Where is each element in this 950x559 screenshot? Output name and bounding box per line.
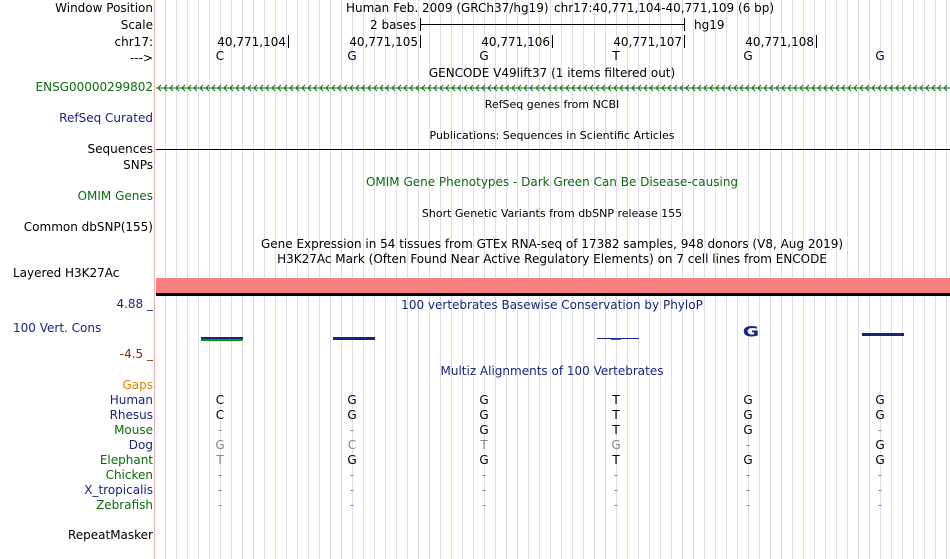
omim-track-title[interactable]: OMIM Gene Phenotypes - Dark Green Can Be Disease-causing [365, 175, 739, 189]
conservation-logo[interactable] [156, 322, 950, 346]
refseq-track-title[interactable]: RefSeq genes from NCBI [484, 98, 620, 111]
alignment-base: - [745, 468, 751, 482]
alignment-base: G [479, 393, 489, 407]
alignment-base: T [480, 438, 488, 452]
label-snps[interactable]: SNPs [123, 158, 153, 172]
ruler-tick [420, 35, 421, 48]
gtex-track-title[interactable]: Gene Expression in 54 tissues from GTEx RNA-seq of 17382 samples, 948 donors (V8, Aug 2019) [260, 237, 844, 251]
alignment-base: - [349, 498, 355, 512]
ruler-tick [816, 35, 817, 48]
alignment-base: - [745, 498, 751, 512]
alignment-base: - [217, 423, 223, 437]
label-cons[interactable]: 100 Vert. Cons [13, 321, 102, 335]
gencode-track-title[interactable]: GENCODE V49lift37 (1 items filtered out) [428, 66, 676, 80]
cons-mark-1 [201, 337, 243, 341]
label-scale[interactable]: Scale [120, 18, 153, 32]
cons-mark-4 [597, 338, 639, 340]
assembly-title: Human Feb. 2009 (GRCh37/hg19) [346, 1, 549, 15]
alignment-base: - [877, 483, 883, 497]
species-label[interactable]: Human [109, 393, 153, 407]
alignment-base: G [479, 408, 489, 422]
alignment-base: G [347, 453, 357, 467]
alignment-base: - [349, 468, 355, 482]
alignment-base: G [347, 408, 357, 422]
alignment-base: - [613, 483, 619, 497]
dbsnp-track-title[interactable]: Short Genetic Variants from dbSNP release 155 [421, 207, 683, 220]
label-ensg[interactable]: ENSG00000299802 [35, 80, 153, 94]
label-strand[interactable]: ---> [129, 51, 153, 65]
alignment-base: - [877, 468, 883, 482]
label-chrom[interactable]: chr17: [114, 35, 153, 49]
publications-track-title[interactable]: Publications: Sequences in Scientific Articles [429, 129, 675, 142]
label-repeatmasker[interactable]: RepeatMasker [67, 528, 153, 542]
alignment-base: C [347, 438, 357, 452]
species-label[interactable]: X_tropicalis [84, 483, 153, 497]
label-omim[interactable]: OMIM Genes [77, 189, 153, 203]
sequences-line [156, 149, 950, 150]
alignment-base: C [215, 393, 225, 407]
alignment-base: G [743, 453, 753, 467]
alignment-base: T [612, 393, 620, 407]
cons-mark-2 [333, 337, 375, 340]
alignment-base: - [613, 498, 619, 512]
scale-db: hg19 [694, 18, 725, 32]
alignment-base: G [875, 438, 885, 452]
phylop-track-title[interactable]: 100 vertebrates Basewise Conservation by PhyloP [401, 298, 703, 312]
alignment-base: - [349, 483, 355, 497]
label-cons-max: 4.88 _ [116, 297, 153, 311]
svg-text:G: G [742, 324, 760, 341]
label-cons-min: -4.5 _ [119, 347, 153, 361]
scale-bar [420, 18, 685, 31]
species-label[interactable]: Rhesus [109, 408, 153, 422]
alignment-base: - [217, 498, 223, 512]
alignment-base: G [479, 453, 489, 467]
label-refseq[interactable]: RefSeq Curated [59, 111, 153, 125]
alignment-base: G [875, 408, 885, 422]
alignment-base: G [743, 393, 753, 407]
alignment-base: G [875, 453, 885, 467]
position-title: chr17:40,771,104-40,771,109 (6 bp) [554, 1, 775, 15]
alignment-base: T [612, 453, 620, 467]
dna-base[interactable]: T [612, 49, 620, 63]
label-dbsnp[interactable]: Common dbSNP(155) [23, 220, 153, 234]
alignment-base: T [612, 408, 620, 422]
species-label[interactable]: Dog [128, 438, 153, 452]
h3k27ac-track-title[interactable]: H3K27Ac Mark (Often Found Near Active Regulatory Elements) on 7 cell lines from ENCODE [277, 252, 827, 266]
dna-base[interactable]: G [875, 49, 885, 63]
alignment-base: C [215, 408, 225, 422]
alignment-base: - [481, 483, 487, 497]
ruler-coordinate: 40,771,107 [613, 35, 682, 49]
h3k27ac-signal-bar[interactable] [156, 278, 950, 293]
alignment-base: - [877, 498, 883, 512]
dna-base[interactable]: G [347, 49, 357, 63]
alignment-base: - [613, 468, 619, 482]
alignment-base: - [217, 468, 223, 482]
alignment-base: - [877, 423, 883, 437]
species-label[interactable]: Zebrafish [96, 498, 153, 512]
alignment-base: - [217, 483, 223, 497]
cons-mark-6 [862, 333, 904, 336]
ruler-tick [288, 35, 289, 48]
species-label[interactable]: Elephant [99, 453, 153, 467]
ruler-coordinate: 40,771,104 [217, 35, 286, 49]
label-gaps[interactable]: Gaps [122, 378, 153, 392]
dna-base[interactable]: C [215, 49, 225, 63]
alignment-base: - [349, 423, 355, 437]
ruler-coordinate: 40,771,108 [745, 35, 814, 49]
ruler-tick [552, 35, 553, 48]
dna-base[interactable]: G [743, 49, 753, 63]
alignment-base: G [347, 393, 357, 407]
alignment-base: - [745, 438, 751, 452]
label-sequences[interactable]: Sequences [87, 142, 153, 156]
alignment-base: G [479, 423, 489, 437]
cons-mark-5-letter-g [743, 325, 759, 341]
h3k27ac-baseline [156, 293, 950, 296]
alignment-base: - [481, 498, 487, 512]
alignment-base: G [743, 408, 753, 422]
ruler-coordinate: 40,771,105 [349, 35, 418, 49]
scale-text: 2 bases [370, 18, 417, 32]
alignment-base: G [215, 438, 225, 452]
alignment-base: G [875, 393, 885, 407]
alignment-base: G [611, 438, 621, 452]
species-label[interactable]: Chicken [105, 468, 153, 482]
alignment-base: - [481, 468, 487, 482]
dna-base[interactable]: G [479, 49, 489, 63]
label-h3k27ac[interactable]: Layered H3K27Ac [13, 266, 120, 280]
multiz-track-title[interactable]: Multiz Alignments of 100 Vertebrates [440, 364, 664, 378]
alignment-base: T [216, 453, 224, 467]
alignment-base: - [745, 483, 751, 497]
gencode-gene-feature[interactable] [156, 82, 950, 94]
ruler-tick [684, 35, 685, 48]
alignment-base: G [743, 423, 753, 437]
species-label[interactable]: Mouse [114, 423, 153, 437]
label-window-position[interactable]: Window Position [55, 1, 153, 15]
ruler-coordinate: 40,771,106 [481, 35, 550, 49]
alignment-base: T [612, 423, 620, 437]
